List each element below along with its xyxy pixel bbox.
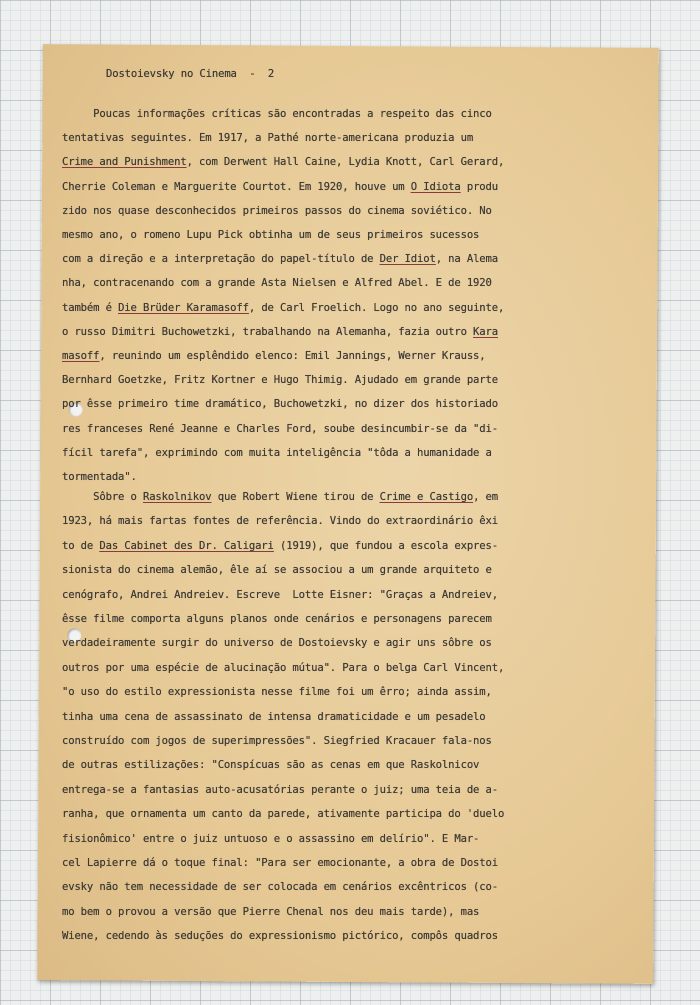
text-segment: fisionômico' entre o juiz untuoso e o assassino em delírio". E Mar- — [62, 832, 480, 845]
underlined-title: O Idiota — [410, 180, 461, 193]
text-line — [62, 229, 479, 241]
text-segment: verdadeiramente surgir do universo de Dostoievsky e agir uns sôbre os — [62, 637, 492, 650]
text-segment: , reunindo um esplêndido elenco: Emil Jannings, Werner Krauss, — [99, 350, 486, 362]
text-line — [62, 759, 479, 771]
text-segment: ranha, que ornamenta um canto da parede, ativamente participa do 'duelo — [62, 808, 505, 821]
text-segment: , na Alema — [435, 253, 498, 266]
text-line — [62, 132, 473, 144]
text-line — [62, 930, 498, 942]
text-segment: zido nos quase desconhecidos primeiros passos do cinema soviético. No — [62, 204, 492, 217]
text-segment: Poucas informações críticas são encontradas a respeito das cinco — [62, 108, 492, 120]
text-segment: de outras estilizações: "Conspícuas são as cenas em que Raskolnicov — [62, 759, 480, 772]
text-segment: Bernhard Goetzke, Fritz Kortner e Hugo Thimig. Ajudado em grande parte — [62, 374, 498, 387]
text-line — [62, 735, 492, 747]
text-line — [62, 277, 492, 289]
text-segment: o russo Dimitri Buchowetzki, trabalhando na Alemanha, fazia outro — [62, 325, 474, 338]
text-line — [62, 711, 486, 723]
text-line — [62, 662, 504, 674]
text-segment: (1919), que fundou a escola expres- — [273, 539, 498, 552]
text-line — [62, 374, 498, 386]
underlined-title: Der Idiot — [379, 253, 436, 266]
text-segment: Wiene, cedendo às seduções do expressionismo pictórico, compôs quadros — [62, 930, 498, 943]
text-segment: to de — [62, 539, 100, 552]
text-segment: fícil tarefa", exprimindo com muita inteligência "tôda a humanidade a — [62, 446, 492, 459]
text-line — [62, 491, 498, 503]
text-line — [62, 784, 498, 796]
text-line — [62, 881, 498, 893]
text-line — [62, 906, 479, 918]
text-segment: mesmo ano, o romeno Lupu Pick obtinha um de seus primeiros sucessos — [62, 229, 480, 241]
underlined-title: Crime and Punishment — [62, 156, 187, 169]
text-segment: , em — [473, 491, 498, 503]
text-line — [62, 808, 504, 820]
text-line — [62, 350, 486, 362]
text-segment: outros por uma espécie de alucinação mútua". Para o belga Carl Vincent, — [62, 661, 505, 674]
text-line — [62, 398, 498, 410]
text-segment: cel Lapierre dá o toque final: "Para ser emocionante, a obra de Dostoi — [62, 857, 498, 869]
text-line — [62, 181, 498, 193]
text-line — [62, 423, 498, 435]
text-segment: tentativas seguintes. Em 1917, a Pathé norte-americana produzia um — [62, 132, 474, 145]
text-line — [62, 108, 492, 120]
text-line — [62, 857, 498, 869]
text-segment: evsky não tem necessidade de ser colocada em cenários excêntricos (co- — [62, 881, 498, 894]
text-line — [62, 326, 498, 338]
text-line — [62, 564, 492, 576]
text-segment: , de Carl Froelich. Logo no ano seguinte, — [248, 301, 505, 314]
text-segment: cenógrafo, Andrei Andreiev. Escreve Lotte Eisner: "Graças a Andreiev, — [62, 588, 498, 601]
text-line — [62, 447, 492, 459]
underlined-title: Die Brüder Karamasoff — [118, 301, 249, 314]
text-segment: por êsse primeiro time dramático, Buchowetzki, no dizer dos historiado — [62, 398, 498, 411]
text-segment: 1923, há mais fartas fontes de referência. Vindo do extraordinário êxi — [62, 515, 498, 528]
text-segment: tormentada". — [62, 471, 137, 483]
underlined-title: masoff — [62, 350, 100, 362]
text-line — [62, 253, 498, 265]
text-segment: "o uso do estilo expressionista nesse filme foi um êrro; ainda assim, — [62, 686, 492, 699]
text-line — [62, 471, 137, 483]
text-segment: entrega-se a fantasias auto-acusatórias perante o juiz; uma teia de a- — [62, 783, 498, 796]
text-line — [62, 637, 492, 649]
text-segment: êsse filme comporta alguns planos onde cenários e personagens parecem — [62, 613, 492, 625]
text-segment: produ — [460, 180, 498, 193]
underlined-title: Raskolnikov — [142, 491, 212, 503]
underlined-title: Das Cabinet des Dr. Caligari — [99, 539, 274, 552]
text-line — [62, 515, 498, 527]
text-line — [62, 613, 492, 625]
text-line — [62, 302, 504, 314]
text-segment: , com Derwent Hall Caine, Lydia Knott, Carl Gerard, — [186, 156, 505, 169]
text-segment: também é — [62, 301, 119, 314]
text-segment: construído com jogos de superimpressões". Siegfried Kracauer fala-nos — [62, 735, 492, 747]
text-segment: nha, contracenando com a grande Asta Nielsen e Alfred Abel. E de 1920 — [62, 277, 492, 290]
text-line — [62, 205, 492, 217]
text-segment: Cherrie Coleman e Marguerite Courtot. Em 1920, houve um — [62, 180, 411, 193]
text-line — [62, 156, 504, 168]
text-segment: com a direção e a interpretação do papel-título de — [62, 253, 380, 266]
underlined-title: Crime e Castigo — [379, 491, 474, 503]
underlined-title: Kara — [473, 325, 498, 338]
text-segment: mo bem o provou a versão que Pierre Chenal nos deu mais tarde), mas — [62, 905, 480, 918]
text-line — [62, 589, 498, 601]
text-segment: Sôbre o — [62, 491, 143, 503]
text-segment: tinha uma cena de assassinato de intensa dramaticidade e um pesadelo — [62, 710, 486, 723]
text-segment: que Robert Wiene tirou de — [211, 491, 380, 503]
text-line — [62, 833, 479, 845]
text-segment: sionista do cinema alemão, êle aí se associou a um grande arquiteto e — [62, 564, 492, 577]
text-line — [62, 686, 492, 698]
page-header: Dostoievsky no Cinema - 2 — [106, 68, 275, 80]
text-segment: res franceses René Jeanne e Charles Ford, soube desincumbir-se da "di- — [62, 422, 498, 435]
text-line — [62, 540, 498, 552]
